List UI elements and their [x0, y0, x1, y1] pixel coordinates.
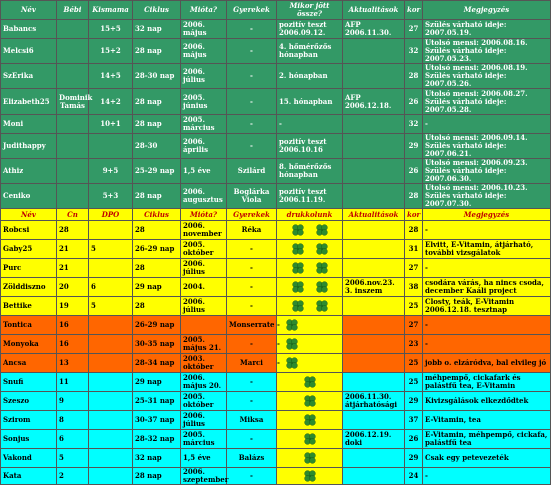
- cell-megj: Csak egy petevezeték: [423, 449, 551, 468]
- column-header: Mióta?: [181, 1, 227, 20]
- cell-kismama: 14+2: [89, 89, 133, 115]
- cell-kor: 37: [405, 411, 423, 430]
- cell-nev: Judithappy: [1, 134, 57, 159]
- cell-gyerekek: -: [227, 373, 277, 392]
- column-header: Megjegyzés: [423, 1, 551, 20]
- cell-cn: 9: [57, 392, 89, 411]
- cell-dpo: [89, 449, 133, 468]
- cell-dpo: [89, 335, 133, 354]
- cell-kor: 25: [405, 297, 423, 316]
- cell-nev: Melcsi6: [1, 39, 57, 64]
- cell-ciklus: 30-37 nap: [133, 411, 181, 430]
- member-row: [1, 259, 551, 278]
- four-leaf-clover-icon: [303, 432, 317, 446]
- cell-aktual: 2006.nov.23. 3. inszem: [343, 278, 405, 297]
- cell-miota: 1,5 éve: [181, 159, 227, 184]
- cell-mikor: 8. hőmérőzős hónapban: [277, 159, 343, 184]
- cell-nev: Snufi: [1, 373, 57, 392]
- cell-miota: 2006. augusztus: [181, 184, 227, 209]
- cell-kor: 26: [405, 430, 423, 449]
- cell-nev: Ceniko: [1, 184, 57, 209]
- four-leaf-clover-icon: [315, 299, 329, 313]
- cell-nev: SzErika: [1, 64, 57, 89]
- member-row: [1, 297, 551, 316]
- drukkolunk-cell: [277, 411, 343, 430]
- cell-miota: 2004.: [181, 278, 227, 297]
- cell-megj: -: [423, 335, 551, 354]
- column-header: Kismama: [89, 1, 133, 20]
- cell-ciklus: 32 nap: [133, 20, 181, 39]
- cell-nev: Ancsa: [1, 354, 57, 373]
- cell-gyerekek: -: [227, 20, 277, 39]
- cell-aktual: [343, 221, 405, 240]
- column-header: Gyerekek: [227, 1, 277, 20]
- druk-value: -: [277, 339, 280, 348]
- four-leaf-clover-icon: [291, 261, 305, 275]
- four-leaf-clover-icon: [291, 299, 305, 313]
- cell-kor: 27: [405, 20, 423, 39]
- cell-ciklus: 25-29 nap: [133, 159, 181, 184]
- cell-miota: 2005. október: [181, 240, 227, 259]
- column-header: drukkolunk: [277, 209, 343, 221]
- cell-mikor: pozitív teszt 2006.10.16: [277, 134, 343, 159]
- cell-gyerekek: Balázs: [227, 449, 277, 468]
- cell-kor: 24: [405, 468, 423, 485]
- cell-miota: 2006. május: [181, 39, 227, 64]
- cell-gyerekek: -: [227, 64, 277, 89]
- cell-cn: 28: [57, 221, 89, 240]
- column-header: Ciklus: [133, 1, 181, 20]
- four-leaf-clover-icon: [315, 261, 329, 275]
- cell-miota: 2005. június: [181, 89, 227, 115]
- four-leaf-clover-icon: [315, 242, 329, 256]
- cell-megj: Utolsó mensi: 2006.08.16. Szülés várható ideje: 2007.05.23.: [423, 39, 551, 64]
- cell-megj: Utolsó mensi: 2006.09.23. Szülés várható ideje: 2007.06.30.: [423, 159, 551, 184]
- cell-kismama: 14+5: [89, 64, 133, 89]
- cell-ciklus: 28: [133, 221, 181, 240]
- cell-cn: 8: [57, 411, 89, 430]
- member-row: [1, 354, 551, 373]
- column-header: Mikor jött össze?: [277, 1, 343, 20]
- column-header: Mióta?: [181, 209, 227, 221]
- cell-miota: 2006. május 20.: [181, 373, 227, 392]
- cell-aktual: [343, 134, 405, 159]
- cell-kismama: 10+1: [89, 115, 133, 134]
- cell-ciklus: 30-35 nap: [133, 335, 181, 354]
- cell-nev: Szirom: [1, 411, 57, 430]
- cell-dpo: [89, 392, 133, 411]
- cell-kor: 28: [405, 184, 423, 209]
- cell-ciklus: 28 nap: [133, 468, 181, 485]
- cell-aktual: [343, 184, 405, 209]
- cell-kismama: [89, 134, 133, 159]
- cell-kismama: 9+5: [89, 159, 133, 184]
- drukkolunk-cell: [277, 449, 343, 468]
- cell-kor: 31: [405, 240, 423, 259]
- cell-kor: 29: [405, 392, 423, 411]
- cell-nev: Zölddiszno: [1, 278, 57, 297]
- four-leaf-clover-icon: [291, 223, 305, 237]
- drukkolunk-cell: [277, 240, 343, 259]
- cell-aktual: [343, 159, 405, 184]
- cell-ciklus: 26-29 nap: [133, 316, 181, 335]
- member-row: [1, 411, 551, 430]
- cell-megj: Utolsó mensi: 2006.08.27. Szülés várható ideje: 2007.05.28.: [423, 89, 551, 115]
- member-row: [1, 184, 551, 209]
- cell-miota: 1,5 éve: [181, 449, 227, 468]
- four-leaf-clover-icon: [303, 469, 317, 483]
- cell-cn: 13: [57, 354, 89, 373]
- cell-nev: Monyoka: [1, 335, 57, 354]
- cell-kor: 27: [405, 316, 423, 335]
- member-row: [1, 373, 551, 392]
- cell-ciklus: 28-30 nap: [133, 64, 181, 89]
- cell-dpo: 5: [89, 240, 133, 259]
- cell-nev: Kata: [1, 468, 57, 485]
- drukkolunk-cell: [277, 373, 343, 392]
- cell-mikor: pozitív teszt 2006.09.12.: [277, 20, 343, 39]
- four-leaf-clover-icon: [285, 337, 299, 351]
- cell-mikor: 15. hónapban: [277, 89, 343, 115]
- cell-gyerekek: -: [227, 39, 277, 64]
- cell-gyerekek: -: [227, 240, 277, 259]
- cell-megj: Utolsó mensi: 2006.08.19. Szülés várható ideje: 2007.05.26.: [423, 64, 551, 89]
- cell-dpo: [89, 411, 133, 430]
- cell-ciklus: 28-34 nap: [133, 354, 181, 373]
- cell-megj: -: [423, 468, 551, 485]
- cell-gyerekek: Marci: [227, 354, 277, 373]
- cell-ciklus: 26-29 nap: [133, 240, 181, 259]
- drukkolunk-cell: [277, 259, 343, 278]
- member-row: [1, 159, 551, 184]
- cell-miota: 2006. május: [181, 20, 227, 39]
- cell-bebi: [57, 64, 89, 89]
- drukkolunk-cell: [277, 297, 343, 316]
- cell-miota: 2005. március: [181, 430, 227, 449]
- member-row: [1, 430, 551, 449]
- four-leaf-clover-icon: [291, 280, 305, 294]
- cell-kor: 29: [405, 134, 423, 159]
- cell-cn: 21: [57, 240, 89, 259]
- cell-megj: Closty, teák, E-Vitamin 2006.12.18. tesztnap: [423, 297, 551, 316]
- cell-ciklus: 28 nap: [133, 115, 181, 134]
- cell-dpo: 5: [89, 297, 133, 316]
- column-header: Gyerekek: [227, 209, 277, 221]
- cell-mikor: 2. hónapban: [277, 64, 343, 89]
- cell-nev: Gaby25: [1, 240, 57, 259]
- cell-aktual: [343, 297, 405, 316]
- column-header: Ciklus: [133, 209, 181, 221]
- cell-aktual: AFP 2006.12.18.: [343, 89, 405, 115]
- cell-gyerekek: Réka: [227, 221, 277, 240]
- cell-megj: Kivizsgálások elkezdődtek: [423, 392, 551, 411]
- four-leaf-clover-icon: [291, 242, 305, 256]
- member-row: [1, 335, 551, 354]
- cell-kor: 28: [405, 64, 423, 89]
- member-row: [1, 240, 551, 259]
- cell-megj: -: [423, 221, 551, 240]
- member-row: [1, 449, 551, 468]
- cell-ciklus: 28 nap: [133, 184, 181, 209]
- cell-megj: csodára várás, ha nincs csoda, december Kaáli project: [423, 278, 551, 297]
- cell-miota: 2005. október: [181, 392, 227, 411]
- cell-gyerekek: -: [227, 134, 277, 159]
- cell-nev: Sonjus: [1, 430, 57, 449]
- cell-bebi: [57, 115, 89, 134]
- cell-ciklus: 28 nap: [133, 89, 181, 115]
- cell-gyerekek: -: [227, 392, 277, 411]
- cell-miota: 2005. május 21.: [181, 335, 227, 354]
- cell-ciklus: 29 nap: [133, 373, 181, 392]
- cell-nev: Szeszo: [1, 392, 57, 411]
- cell-bebi: [57, 39, 89, 64]
- member-row: [1, 221, 551, 240]
- cell-aktual: [343, 468, 405, 485]
- cell-cn: 16: [57, 316, 89, 335]
- cell-kor: 38: [405, 278, 423, 297]
- cell-nev: Purc: [1, 259, 57, 278]
- drukkolunk-cell: [277, 316, 343, 335]
- cell-miota: 2006. július: [181, 64, 227, 89]
- cell-kor: 25: [405, 373, 423, 392]
- cell-kor: 28: [405, 221, 423, 240]
- four-leaf-clover-icon: [315, 223, 329, 237]
- member-row: [1, 392, 551, 411]
- cell-megj: -: [423, 316, 551, 335]
- cell-kor: 26: [405, 159, 423, 184]
- cell-aktual: [343, 316, 405, 335]
- column-header: Név: [1, 1, 57, 20]
- yellow-header-row: [1, 209, 551, 221]
- cell-kor: 27: [405, 259, 423, 278]
- drukkolunk-cell: [277, 335, 343, 354]
- drukkolunk-cell: [277, 354, 343, 373]
- cell-aktual: AFP 2006.11.30.: [343, 20, 405, 39]
- member-row: [1, 316, 551, 335]
- cell-bebi: Dominik Tamás: [57, 89, 89, 115]
- cell-megj: E-Vitamin, méhpempő, cickafa, palástfű tea: [423, 430, 551, 449]
- cell-megj: E-Vitamin, tea: [423, 411, 551, 430]
- drukkolunk-cell: [277, 278, 343, 297]
- member-row: [1, 89, 551, 115]
- drukkolunk-cell: [277, 468, 343, 485]
- druk-value: -: [277, 358, 280, 367]
- cell-nev: Robcsi: [1, 221, 57, 240]
- green-header-row: [1, 1, 551, 20]
- member-row: [1, 468, 551, 485]
- cell-ciklus: 28-32 nap: [133, 430, 181, 449]
- four-leaf-clover-icon: [285, 318, 299, 332]
- cell-miota: 2006. szeptember: [181, 468, 227, 485]
- column-header: kor: [405, 209, 423, 221]
- cell-gyerekek: -: [227, 89, 277, 115]
- member-row: [1, 39, 551, 64]
- cell-megj: -: [423, 259, 551, 278]
- cell-megj: Utolsó mensi: 2006.09.14. Szülés várható ideje: 2007.06.21.: [423, 134, 551, 159]
- cell-gyerekek: -: [227, 297, 277, 316]
- cell-aktual: [343, 449, 405, 468]
- cell-bebi: [57, 184, 89, 209]
- cell-ciklus: 28-30: [133, 134, 181, 159]
- cell-kismama: 15+2: [89, 39, 133, 64]
- cell-nev: Babancs: [1, 20, 57, 39]
- member-row: [1, 20, 551, 39]
- druk-value: -: [277, 320, 280, 329]
- cell-kor: 32: [405, 39, 423, 64]
- cell-gyerekek: Szilárd: [227, 159, 277, 184]
- column-header: Aktualitások: [343, 1, 405, 20]
- column-header: kor: [405, 1, 423, 20]
- member-row: [1, 278, 551, 297]
- cell-kor: 32: [405, 115, 423, 134]
- cell-miota: 2006. július: [181, 411, 227, 430]
- cell-megj: Utolsó mensi: 2006.10.23. Szülés várható ideje: 2007.07.30.: [423, 184, 551, 209]
- drukkolunk-cell: [277, 430, 343, 449]
- cell-aktual: [343, 39, 405, 64]
- cell-aktual: [343, 64, 405, 89]
- cell-aktual: [343, 115, 405, 134]
- four-leaf-clover-icon: [303, 375, 317, 389]
- cell-bebi: [57, 159, 89, 184]
- cell-miota: 2006. április: [181, 134, 227, 159]
- cell-mikor: pozitív teszt 2006.11.19.: [277, 184, 343, 209]
- cell-nev: Elizabeth25: [1, 89, 57, 115]
- cell-cn: 19: [57, 297, 89, 316]
- column-header: Név: [1, 209, 57, 221]
- column-header: Aktualitások: [343, 209, 405, 221]
- cell-cn: 16: [57, 335, 89, 354]
- cell-cn: 21: [57, 259, 89, 278]
- cell-megj: jobb o. elzáródva, bal elvileg jó: [423, 354, 551, 373]
- column-header: DPO: [89, 209, 133, 221]
- cell-kismama: 5+3: [89, 184, 133, 209]
- cell-miota: [181, 316, 227, 335]
- cell-nev: Bettike: [1, 297, 57, 316]
- cell-dpo: [89, 373, 133, 392]
- cell-kor: 25: [405, 354, 423, 373]
- cell-ciklus: 28: [133, 259, 181, 278]
- four-leaf-clover-icon: [285, 356, 299, 370]
- member-row: [1, 64, 551, 89]
- cell-aktual: [343, 259, 405, 278]
- four-leaf-clover-icon: [303, 413, 317, 427]
- cell-dpo: [89, 259, 133, 278]
- cell-ciklus: 25-31 nap: [133, 392, 181, 411]
- cell-kor: 23: [405, 335, 423, 354]
- cell-ciklus: 28: [133, 297, 181, 316]
- cell-miota: 2003. október: [181, 354, 227, 373]
- cell-dpo: [89, 354, 133, 373]
- cell-dpo: [89, 430, 133, 449]
- cell-nev: Moni: [1, 115, 57, 134]
- cell-miota: 2006. november: [181, 221, 227, 240]
- four-leaf-clover-icon: [315, 280, 329, 294]
- cell-megj: Szülés várható ideje: 2007.05.19.: [423, 20, 551, 39]
- member-row: [1, 134, 551, 159]
- cell-gyerekek: -: [227, 278, 277, 297]
- cell-kor: 26: [405, 89, 423, 115]
- cell-mikor: -: [277, 115, 343, 134]
- cell-cn: 6: [57, 430, 89, 449]
- cell-bebi: [57, 134, 89, 159]
- cell-gyerekek: -: [227, 115, 277, 134]
- cell-miota: 2006. július: [181, 297, 227, 316]
- cell-aktual: 2006.12.19. doki: [343, 430, 405, 449]
- cell-aktual: [343, 354, 405, 373]
- cell-kor: 29: [405, 449, 423, 468]
- cell-cn: 11: [57, 373, 89, 392]
- drukkolunk-cell: [277, 221, 343, 240]
- column-header: Cn: [57, 209, 89, 221]
- four-leaf-clover-icon: [303, 451, 317, 465]
- cell-miota: 2005. március: [181, 115, 227, 134]
- four-leaf-clover-icon: [303, 394, 317, 408]
- cell-ciklus: 28 nap: [133, 39, 181, 64]
- cell-nev: Tontica: [1, 316, 57, 335]
- cell-megj: -: [423, 115, 551, 134]
- member-row: [1, 115, 551, 134]
- cell-aktual: 2006.11.30. átjárhatósági: [343, 392, 405, 411]
- cell-nev: Athiz: [1, 159, 57, 184]
- cell-kismama: 15+5: [89, 20, 133, 39]
- cell-gyerekek: Boglárka Viola: [227, 184, 277, 209]
- cell-dpo: [89, 316, 133, 335]
- cell-cn: 20: [57, 278, 89, 297]
- cell-aktual: [343, 373, 405, 392]
- cell-nev: Vakond: [1, 449, 57, 468]
- cell-aktual: [343, 411, 405, 430]
- cell-miota: 2006. július: [181, 259, 227, 278]
- drukkolunk-cell: [277, 392, 343, 411]
- cell-cn: 2: [57, 468, 89, 485]
- cell-dpo: [89, 221, 133, 240]
- column-header: Megjegyzés: [423, 209, 551, 221]
- cell-dpo: [89, 468, 133, 485]
- cell-ciklus: 29 nap: [133, 278, 181, 297]
- cell-bebi: [57, 20, 89, 39]
- cell-dpo: 6: [89, 278, 133, 297]
- cell-gyerekek: -: [227, 430, 277, 449]
- cell-gyerekek: Monserrate: [227, 316, 277, 335]
- cell-cn: 5: [57, 449, 89, 468]
- cell-gyerekek: -: [227, 259, 277, 278]
- cell-mikor: 4. hőmérőzős hónapban: [277, 39, 343, 64]
- cell-megj: Elvitt, E-Vitamin, átjárható, további vizsgálatok: [423, 240, 551, 259]
- cell-gyerekek: -: [227, 335, 277, 354]
- column-header: Bébi: [57, 1, 89, 20]
- cell-aktual: [343, 335, 405, 354]
- cell-gyerekek: -: [227, 468, 277, 485]
- cell-aktual: [343, 240, 405, 259]
- cell-megj: méhpempő, cickafark és palástfű tea, E-Vitamin: [423, 373, 551, 392]
- cell-gyerekek: Miksa: [227, 411, 277, 430]
- cell-ciklus: 32 nap: [133, 449, 181, 468]
